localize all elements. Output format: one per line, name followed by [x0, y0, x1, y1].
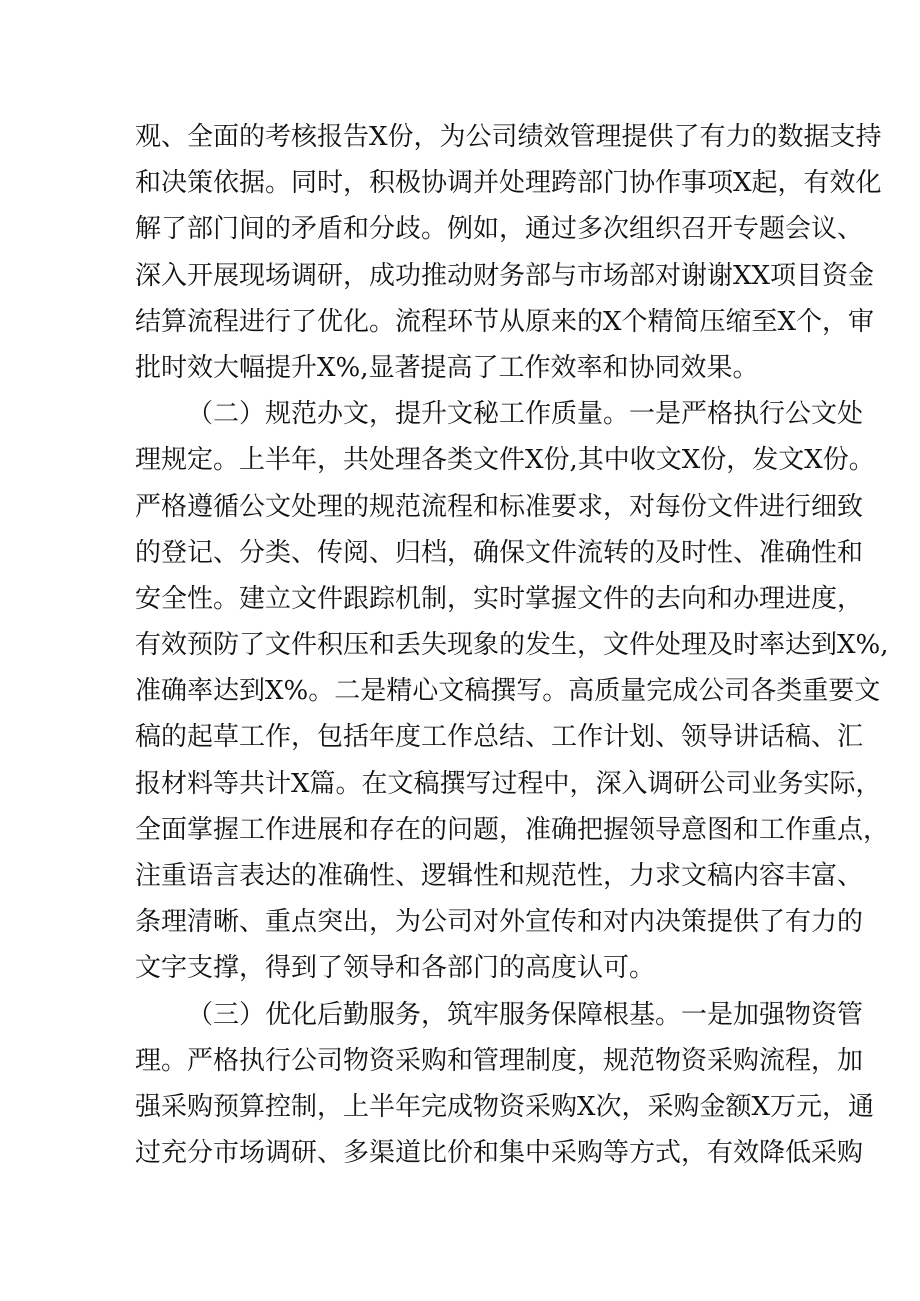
text-line: 强采购预算控制，上半年完成物资采购X次，采购金额X万元，通 — [135, 1091, 875, 1122]
text-line: 注重语言表达的准确性、逻辑性和规范性，力求文稿内容丰富、 — [135, 861, 864, 891]
text-line: 稿的起草工作，包括年度工作总结、工作计划、领导讲话稿、汇 — [135, 722, 864, 753]
text-line: 准确率达到X%。二是精心文稿撰写。高质量完成公司各类重要文 — [135, 676, 881, 707]
text-line: 和决策依据。同时，积极协调并处理跨部门协作事项X起，有效化 — [135, 168, 882, 199]
text-line: 解了部门间的矛盾和分歧。例如，通过多次组织召开专题会议、 — [135, 214, 864, 245]
text-line: 有效预防了文件积压和丢失现象的发生，文件处理及时率达到X%, — [135, 630, 889, 661]
text-line: 条理清晰、重点突出，为公司对外宣传和对内决策提供了有力的 — [135, 907, 864, 938]
text-line: 严格遵循公文处理的规范流程和标准要求，对每份文件进行细致 — [135, 491, 864, 522]
text-line: 过充分市场调研、多渠道比价和集中采购等方式，有效降低采购 — [135, 1138, 864, 1169]
text-line: 批时效大幅提升X%,显著提高了工作效率和协同效果。 — [135, 352, 759, 383]
text-line: 安全性。建立文件跟踪机制，实时掌握文件的去向和办理进度， — [135, 583, 864, 614]
body-text — [135, 114, 890, 1176]
section-heading-line: （三）优化后勤服务，筑牢服务保障根基。一是加强物资管 — [187, 999, 864, 1030]
text-line: 的登记、分类、传阅、归档，确保文件流转的及时性、准确性和 — [135, 537, 864, 568]
text-line: 理。严格执行公司物资采购和管理制度，规范物资采购流程，加 — [135, 1045, 864, 1076]
section-heading-line: （二）规范办文，提升文秘工作质量。一是严格执行公文处 — [187, 399, 864, 430]
text-line: 理规定。上半年，共处理各类文件X份,其中收文X份，发文X份。 — [135, 445, 875, 476]
text-line: 全面掌握工作进展和存在的问题，准确把握领导意图和工作重点， — [135, 814, 890, 845]
text-line: 观、全面的考核报告X份，为公司绩效管理提供了有力的数据支持 — [135, 122, 882, 152]
text-line: 文字支撑，得到了领导和各部门的高度认可。 — [135, 953, 656, 984]
text-line: 报材料等共计X篇。在文稿撰写过程中，深入调研公司业务实际， — [135, 768, 882, 799]
text-line: 深入开展现场调研，成功推动财务部与市场部对谢谢XX项目资金 — [135, 260, 875, 291]
text-line: 结算流程进行了优化。流程环节从原来的X个精简压缩至X个，审 — [135, 306, 875, 337]
